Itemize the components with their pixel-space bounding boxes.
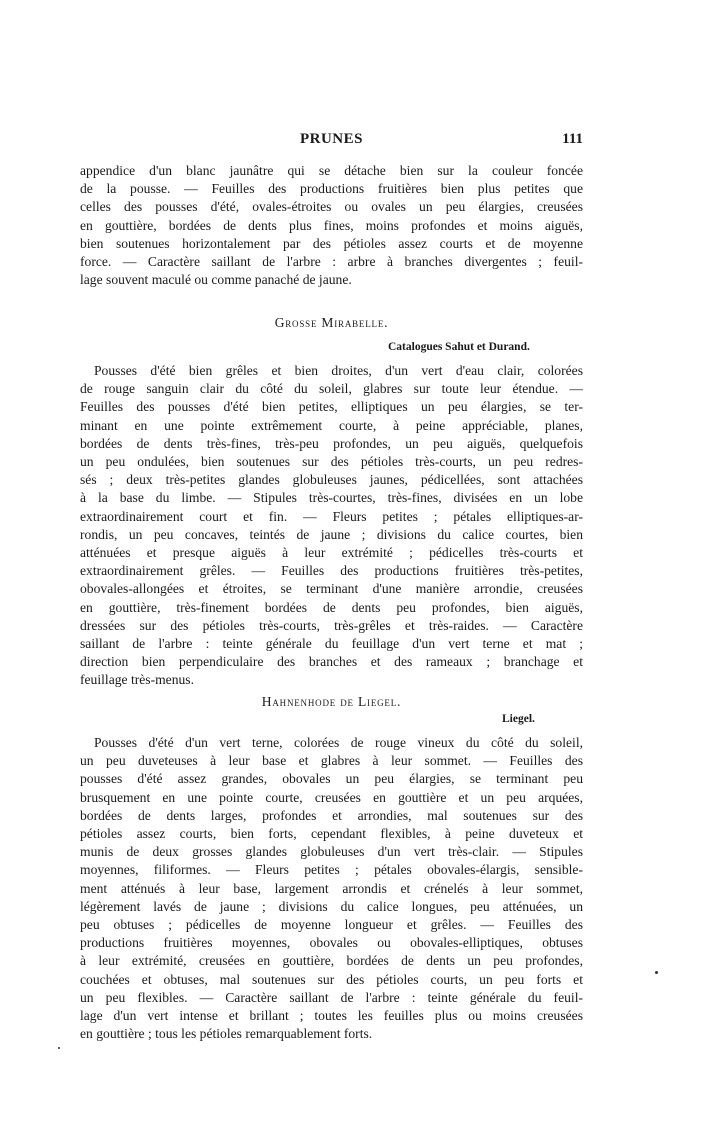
text-line: minant en une pointe extrêmement courte, à peine appréciable, planes, bbox=[80, 417, 583, 433]
text-line: pétioles assez courts, bien forts, cependant flexibles, à peine duveteux et bbox=[80, 826, 583, 842]
text-line: pousses d'été assez grandes, obovales un peu élargies, se terminant peu bbox=[80, 771, 583, 787]
paragraph-grosse-mirabelle bbox=[80, 362, 583, 690]
text-line: ment atténués à leur base, largement arrondis et crénelés à leur sommet, bbox=[80, 880, 583, 896]
text-line: bien soutenues horizontalement par des pétioles assez courts et de moyenne bbox=[80, 235, 583, 251]
text-line: obovales-allongées et étroites, se terminant d'une manière arrondie, creusées bbox=[80, 581, 583, 597]
text-line: force. — Caractère saillant de l'arbre : arbre à branches divergentes ; feuil- bbox=[80, 254, 583, 270]
text-line: lage d'un vert intense et brillant ; toutes les feuilles plus ou moins creusées bbox=[80, 1008, 583, 1024]
text-line: direction bien perpendiculaire des branches et des rameaux ; branchage et bbox=[80, 654, 583, 670]
text-line: en gouttière ; tous les pétioles remarquablement forts. bbox=[80, 1026, 373, 1042]
text-line: atténuées et presque aiguës à leur extrémité ; pédicelles très-courts et bbox=[80, 545, 583, 561]
ink-speck bbox=[655, 971, 658, 974]
section-title-hahnenhode: Hahnenhode de Liegel. bbox=[261, 694, 402, 709]
text-line: en gouttière, très-finement bordées de dents peu profondes, bien aiguës, bbox=[80, 599, 583, 615]
text-line: à leur extrémité, creusées en gouttière, bordées de dents un peu profondes, bbox=[80, 953, 583, 969]
text-line: moyennes, filiformes. — Fleurs petites ; pétales obovales-élargis, sensible- bbox=[80, 862, 583, 878]
text-line: à la base du limbe. — Stipules très-courtes, très-fines, divisées en un lobe bbox=[80, 490, 583, 506]
ink-speck bbox=[58, 1047, 60, 1049]
text-line: productions fruitières moyennes, obovales ou obovales-elliptiques, obtuses bbox=[80, 935, 583, 951]
page-number: 111 bbox=[562, 131, 583, 147]
section-title-grosse-mirabelle: Grosse Mirabelle. bbox=[274, 315, 389, 330]
page-header bbox=[80, 131, 583, 153]
text-line: munis de deux grosses glandes globuleuses d'un vert très-clair. — Stipules bbox=[80, 844, 583, 860]
text-line: extraordinairement grêles. — Feuilles des productions fruitières très-petites, bbox=[80, 563, 583, 579]
text-line: légèrement lavés de jaune ; divisions du calice longues, peu atténuées, un bbox=[80, 898, 583, 914]
text-line: un peu ondulées, bien soutenues sur des pétioles très-courts, un peu redres- bbox=[80, 454, 583, 470]
text-line: appendice d'un blanc jaunâtre qui se détache bien sur la couleur foncée bbox=[80, 163, 583, 178]
text-line: brusquement en une pointe courte, creusées en gouttière et un peu arquées, bbox=[80, 789, 583, 805]
running-title: PRUNES bbox=[299, 131, 363, 147]
text-line: extraordinairement court et fin. — Fleurs petites ; pétales elliptiques-ar- bbox=[80, 508, 583, 524]
text-line: dressées sur des pétioles très-courts, très-grêles et très-raides. — Caractère bbox=[80, 617, 583, 633]
text-line: Feuilles des pousses d'été bien petites, elliptiques un peu élargies, se ter- bbox=[80, 399, 583, 415]
text-line: un peu duveteuses à leur base et glabres à leur sommet. — Feuilles des bbox=[80, 753, 583, 769]
text-line: en gouttière, bordées de dents plus fines, moins profondes et moins aiguës, bbox=[80, 217, 583, 233]
text-line: saillant de l'arbre : teinte générale du feuillage d'un vert terne et mat ; bbox=[80, 636, 583, 652]
text-line: celles des pousses d'été, ovales-étroites ou ovales un peu élargies, creusées bbox=[80, 199, 583, 215]
text-line: sés ; deux très-petites glandes globuleuses jaunes, pédicellées, sont attachées bbox=[80, 472, 583, 488]
section-source-grosse-mirabelle: Catalogues Sahut et Durand. bbox=[388, 341, 530, 353]
intro-paragraph bbox=[80, 162, 583, 289]
text-line: rondis, un peu concaves, teintés de jaune ; divisions du calice courtes, bien bbox=[80, 526, 583, 542]
text-line: de la pousse. — Feuilles des productions fruitières bien plus petites que bbox=[80, 181, 583, 197]
text-line: couchées et obtuses, mal soutenues sur des pétioles courts, un peu forts et bbox=[80, 971, 583, 987]
section-source-hahnenhode: Liegel. bbox=[502, 713, 535, 725]
text-line: Pousses d'été d'un vert terne, colorées de rouge vineux du côté du soleil, bbox=[94, 735, 583, 750]
text-line: bordées de dents larges, profondes et arrondies, mal soutenues sur des bbox=[80, 807, 583, 823]
text-line: de rouge sanguin clair du côté du soleil, glabres sur toute leur étendue. — bbox=[80, 381, 583, 397]
text-line: Pousses d'été bien grêles et bien droites, d'un vert d'eau clair, colorées bbox=[94, 363, 583, 378]
text-line: lage souvent maculé ou comme panaché de jaune. bbox=[80, 272, 352, 288]
text-line: bordées de dents très-fines, très-peu profondes, un peu aiguës, quelquefois bbox=[80, 435, 583, 451]
text-line: un peu flexibles. — Caractère saillant de l'arbre : teinte générale du feuil- bbox=[80, 989, 583, 1005]
text-line: feuillage très-menus. bbox=[80, 672, 194, 688]
text-line: peu obtuses ; pédicelles de moyenne longueur et grêles. — Feuilles des bbox=[80, 917, 583, 933]
paragraph-hahnenhode bbox=[80, 734, 583, 1043]
